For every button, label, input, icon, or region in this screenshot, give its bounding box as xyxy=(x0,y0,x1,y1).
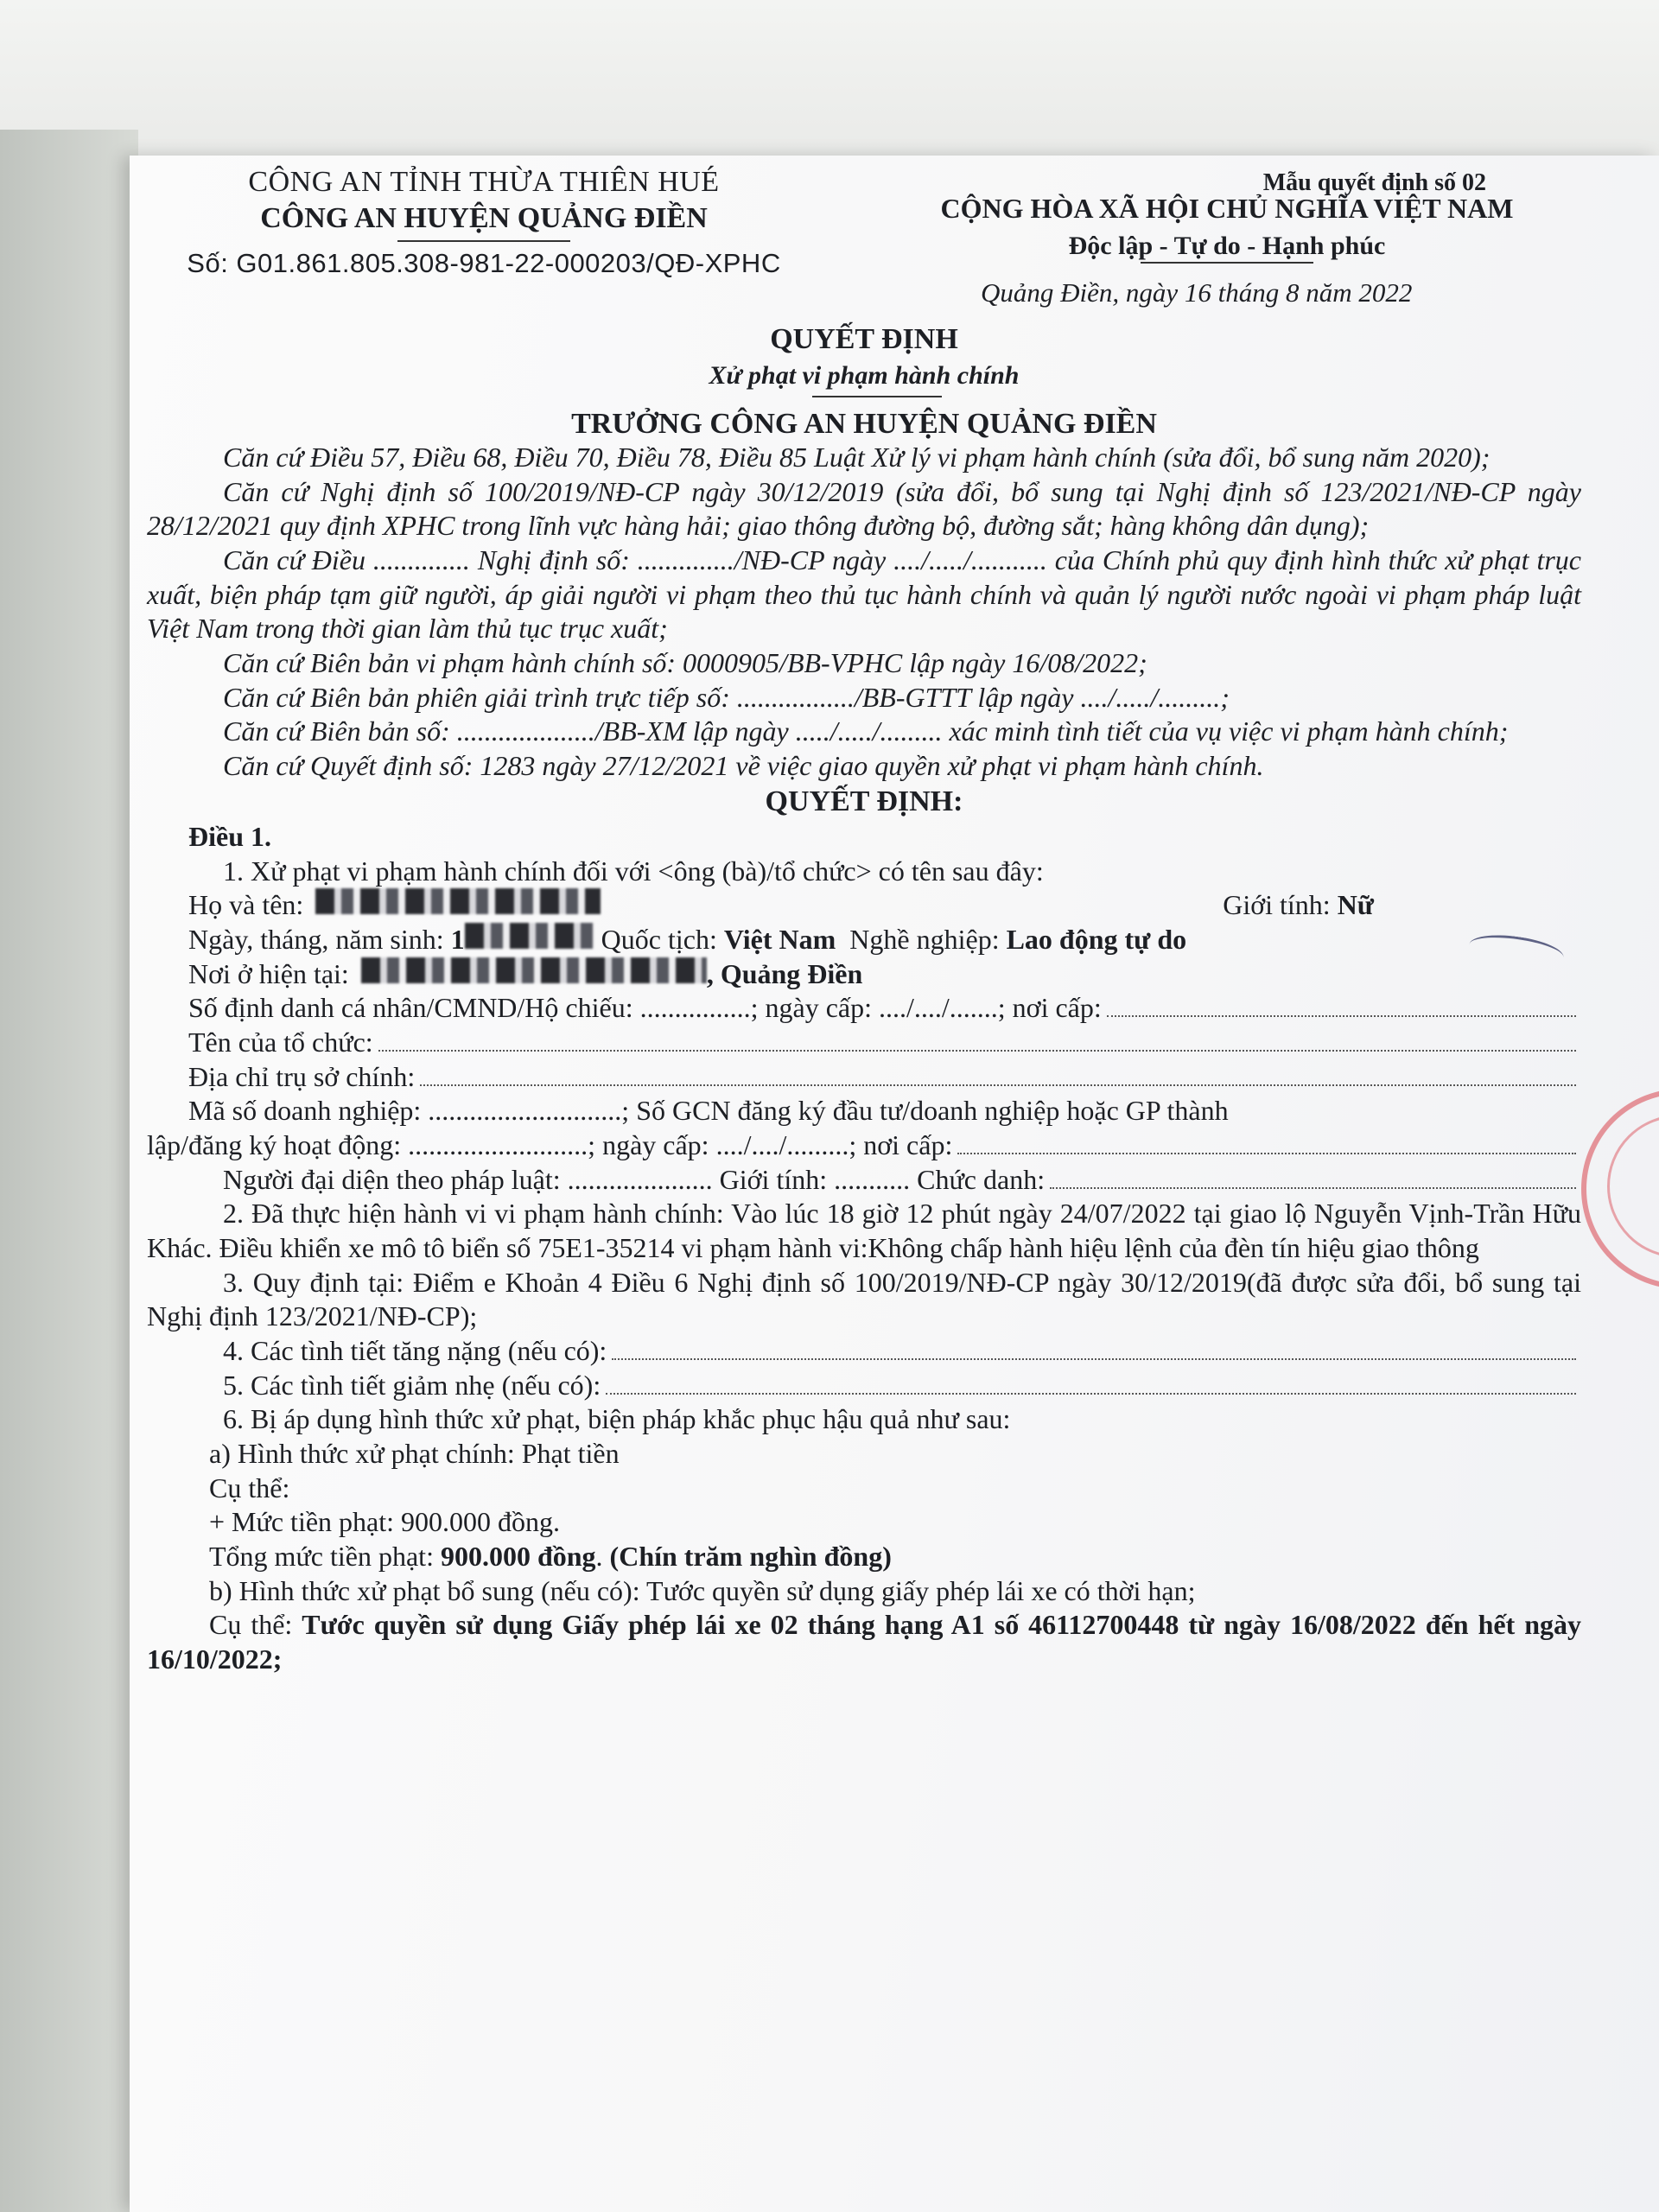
total-amount: 900.000 đồng xyxy=(440,1540,596,1572)
biz-reg-row xyxy=(147,1128,1581,1163)
redacted-address xyxy=(361,957,707,983)
address-label: Nơi ở hiện tại: xyxy=(188,957,349,989)
dob-row xyxy=(147,923,1581,957)
motto-underline xyxy=(1141,262,1313,264)
nationality-value: Việt Nam xyxy=(723,923,836,955)
agency-top: CÔNG AN TỈNH THỪA THIÊN HUÉ xyxy=(248,166,720,198)
document-body xyxy=(147,441,1581,1677)
article-1-heading: Điều 1. xyxy=(188,820,271,852)
document-content xyxy=(130,156,1599,2212)
legal-basis-1: Căn cứ Điều 57, Điều 68, Điều 70, Điều 78, Điều 85 Luật Xử lý vi phạm hành chính (sửa đổi, bổ sung năm 2020); xyxy=(223,442,1491,473)
biz-reg-label: lập/đăng ký hoạt động: xyxy=(147,1128,402,1160)
national-motto: Độc lập - Tự do - Hạnh phúc xyxy=(1068,231,1386,260)
org-address-row xyxy=(147,1060,1581,1095)
address-tail: , Quảng Điền xyxy=(706,957,863,989)
name-label: Họ và tên: xyxy=(188,889,304,921)
dotted-fill xyxy=(957,1153,1576,1154)
representative-row xyxy=(147,1163,1581,1198)
legal-basis-5: Căn cứ Biên bản phiên giải trình trực tiếp số: ................./BB-GTTT lập ngày ..../...../.........; xyxy=(223,681,1230,713)
place-date: Quảng Điền, ngày 16 tháng 8 năm 2022 xyxy=(981,277,1413,308)
republic-title: CỘNG HÒA XÃ HỘI CHỦ NGHĨA VIỆT NAM xyxy=(940,193,1514,224)
org-label: Tên của tổ chức: xyxy=(188,1026,373,1058)
decision-title: QUYẾT ĐỊNH xyxy=(770,323,958,355)
legal-basis-7: Căn cứ Quyết định số: 1283 ngày 27/12/2021 về việc giao quyền xử phạt vi phạm hành chính. xyxy=(223,750,1264,782)
form-number: Mẫu quyết định số 02 xyxy=(1262,169,1486,196)
dob-label: Ngày, tháng, năm sinh: xyxy=(188,923,444,955)
job-label: Nghề nghiệp: xyxy=(849,923,1000,955)
legal-basis-3: Căn cứ Điều .............. Nghị định số: ............../NĐ-CP ngày ..../...../........... của Chính phủ quy định hình thức xử phạt trục xuất, biện pháp tạm giữ người, áp giải người vi phạm theo thủ tục hành chính và quản lý người nước ngoài vi phạm pháp luật Việt Nam trong thời gian làm thủ tục trục xuất; xyxy=(147,544,1581,645)
fine-line: + Mức tiền phạt: 900.000 đồng. xyxy=(209,1506,561,1538)
agency-underline xyxy=(397,240,570,242)
org-row xyxy=(147,1026,1581,1060)
total-row: Tổng mức tiền phạt: 900.000 đồng . (Chín trăm nghìn đồng) xyxy=(147,1540,1581,1574)
representative-label: Người đại diện theo pháp luật: xyxy=(223,1163,561,1195)
biz-reg-value: ..........................; ngày cấp: ..../..../.........; nơi cấp: xyxy=(408,1128,953,1160)
total-label: Tổng mức tiền phạt: xyxy=(209,1540,434,1572)
name-row xyxy=(147,888,1581,923)
address-row xyxy=(147,957,1581,992)
decision-heading: QUYẾT ĐỊNH: xyxy=(765,785,963,817)
dotted-fill xyxy=(378,1050,1576,1052)
title-underline xyxy=(812,396,942,397)
item-6: 6. Bị áp dụng hình thức xử phạt, biện pháp khắc phục hậu quả như sau: xyxy=(223,1403,1011,1435)
underlying-page xyxy=(0,0,1659,164)
dotted-fill xyxy=(1107,1015,1576,1017)
job-value: Lao động tự do xyxy=(1006,923,1187,955)
gender-value: Nữ xyxy=(1337,889,1374,921)
nationality-label: Quốc tịch: xyxy=(601,923,717,955)
item-3: 3. Quy định tại: Điểm e Khoản 4 Điều 6 Nghị định số 100/2019/NĐ-CP ngày 30/12/2019(đã được sửa đổi, bổ sung tại Nghị định 123/2021/NĐ-CP); xyxy=(147,1266,1581,1332)
redacted-dob xyxy=(465,923,594,949)
id-row xyxy=(147,991,1581,1026)
legal-basis-4: Căn cứ Biên bản vi phạm hành chính số: 0000905/BB-VPHC lập ngày 16/08/2022; xyxy=(223,647,1147,679)
legal-basis-6: Căn cứ Biên bản số: ..................../BB-XM lập ngày ...../...../......... xác minh tình tiết của vụ việc vi phạm hành chính; xyxy=(223,715,1509,747)
item-2: 2. Đã thực hiện hành vi vi phạm hành chính: Vào lúc 18 giờ 12 phút ngày 24/07/2022 tại giao lộ Nguyễn Vịnh-Trần Hữu Khác. Điều khiển xe mô tô biển số 75E1-35214 vi phạm hành vi:Không chấp hành hiệu lệnh của đèn tín hiệu giao thông xyxy=(147,1198,1581,1263)
dotted-fill xyxy=(606,1393,1576,1395)
item-6b: b) Hình thức xử phạt bổ sung (nếu có): Tước quyền sử dụng giấy phép lái xe có thời hạn; xyxy=(209,1574,1196,1606)
document-number: Số: G01.861.805.308-981-22-000203/QĐ-XPHC xyxy=(187,248,781,279)
additional-penalty xyxy=(147,1608,1581,1676)
item-4-row xyxy=(147,1334,1581,1369)
dotted-fill xyxy=(420,1084,1576,1086)
total-words: (Chín trăm nghìn đồng) xyxy=(609,1540,892,1572)
org-address-label: Địa chỉ trụ sở chính: xyxy=(188,1060,416,1092)
agency-header xyxy=(181,164,786,281)
specific-2-label: Cụ thể: xyxy=(209,1609,293,1641)
legal-basis-2: Căn cứ Nghị định số 100/2019/NĐ-CP ngày 30/12/2019 (sửa đổi, bổ sung tại Nghị định số 123/2021/NĐ-CP ngày 28/12/2021 quy định XPHC trong lĩnh vực hàng hải; giao thông đường bộ, đường sắt; hàng không dân dụng); xyxy=(147,475,1581,542)
item-6a: a) Hình thức xử phạt chính: Phạt tiền xyxy=(209,1437,620,1469)
national-header xyxy=(881,192,1573,262)
biz-code-value: ............................; Số GCN đăng ký đầu tư/doanh nghiệp hoặc GP thành xyxy=(428,1095,1229,1127)
item-1: 1. Xử phạt vi phạm hành chính đối với <ông (bà)/tổ chức> có tên sau đây: xyxy=(223,855,1044,887)
issuer-title: TRƯỞNG CÔNG AN HUYỆN QUẢNG ĐIỀN xyxy=(571,408,1157,440)
item-4: 4. Các tình tiết tăng nặng (nếu có): xyxy=(223,1334,607,1366)
item-5-row xyxy=(147,1369,1581,1403)
representative-value: ..................... Giới tính: ........... Chức danh: xyxy=(567,1163,1046,1195)
specific-2-text: Tước quyền sử dụng Giấy phép lái xe 02 tháng hạng A1 số 46112700448 từ ngày 16/08/2022 đến hết ngày 16/10/2022; xyxy=(147,1609,1582,1675)
id-value: ................; ngày cấp: ..../..../.......; nơi cấp: xyxy=(639,992,1102,1024)
biz-code-label: Mã số doanh nghiệp: xyxy=(188,1095,422,1127)
page-edge-shadow xyxy=(0,130,138,2212)
specific-label: Cụ thể: xyxy=(209,1471,290,1503)
decision-subtitle: Xử phạt vi phạm hành chính xyxy=(709,361,1020,390)
dotted-fill xyxy=(612,1358,1576,1360)
dotted-fill xyxy=(1050,1187,1576,1189)
item-5: 5. Các tình tiết giảm nhẹ (nếu có): xyxy=(223,1369,601,1401)
redacted-name xyxy=(315,888,601,914)
agency-name: CÔNG AN HUYỆN QUẢNG ĐIỀN xyxy=(260,202,708,235)
gender-label: Giới tính: xyxy=(1223,889,1331,921)
biz-code-row xyxy=(147,1094,1581,1128)
id-label: Số định danh cá nhân/CMND/Hộ chiếu: xyxy=(188,992,633,1024)
dob-prefix: 1 xyxy=(450,923,465,955)
